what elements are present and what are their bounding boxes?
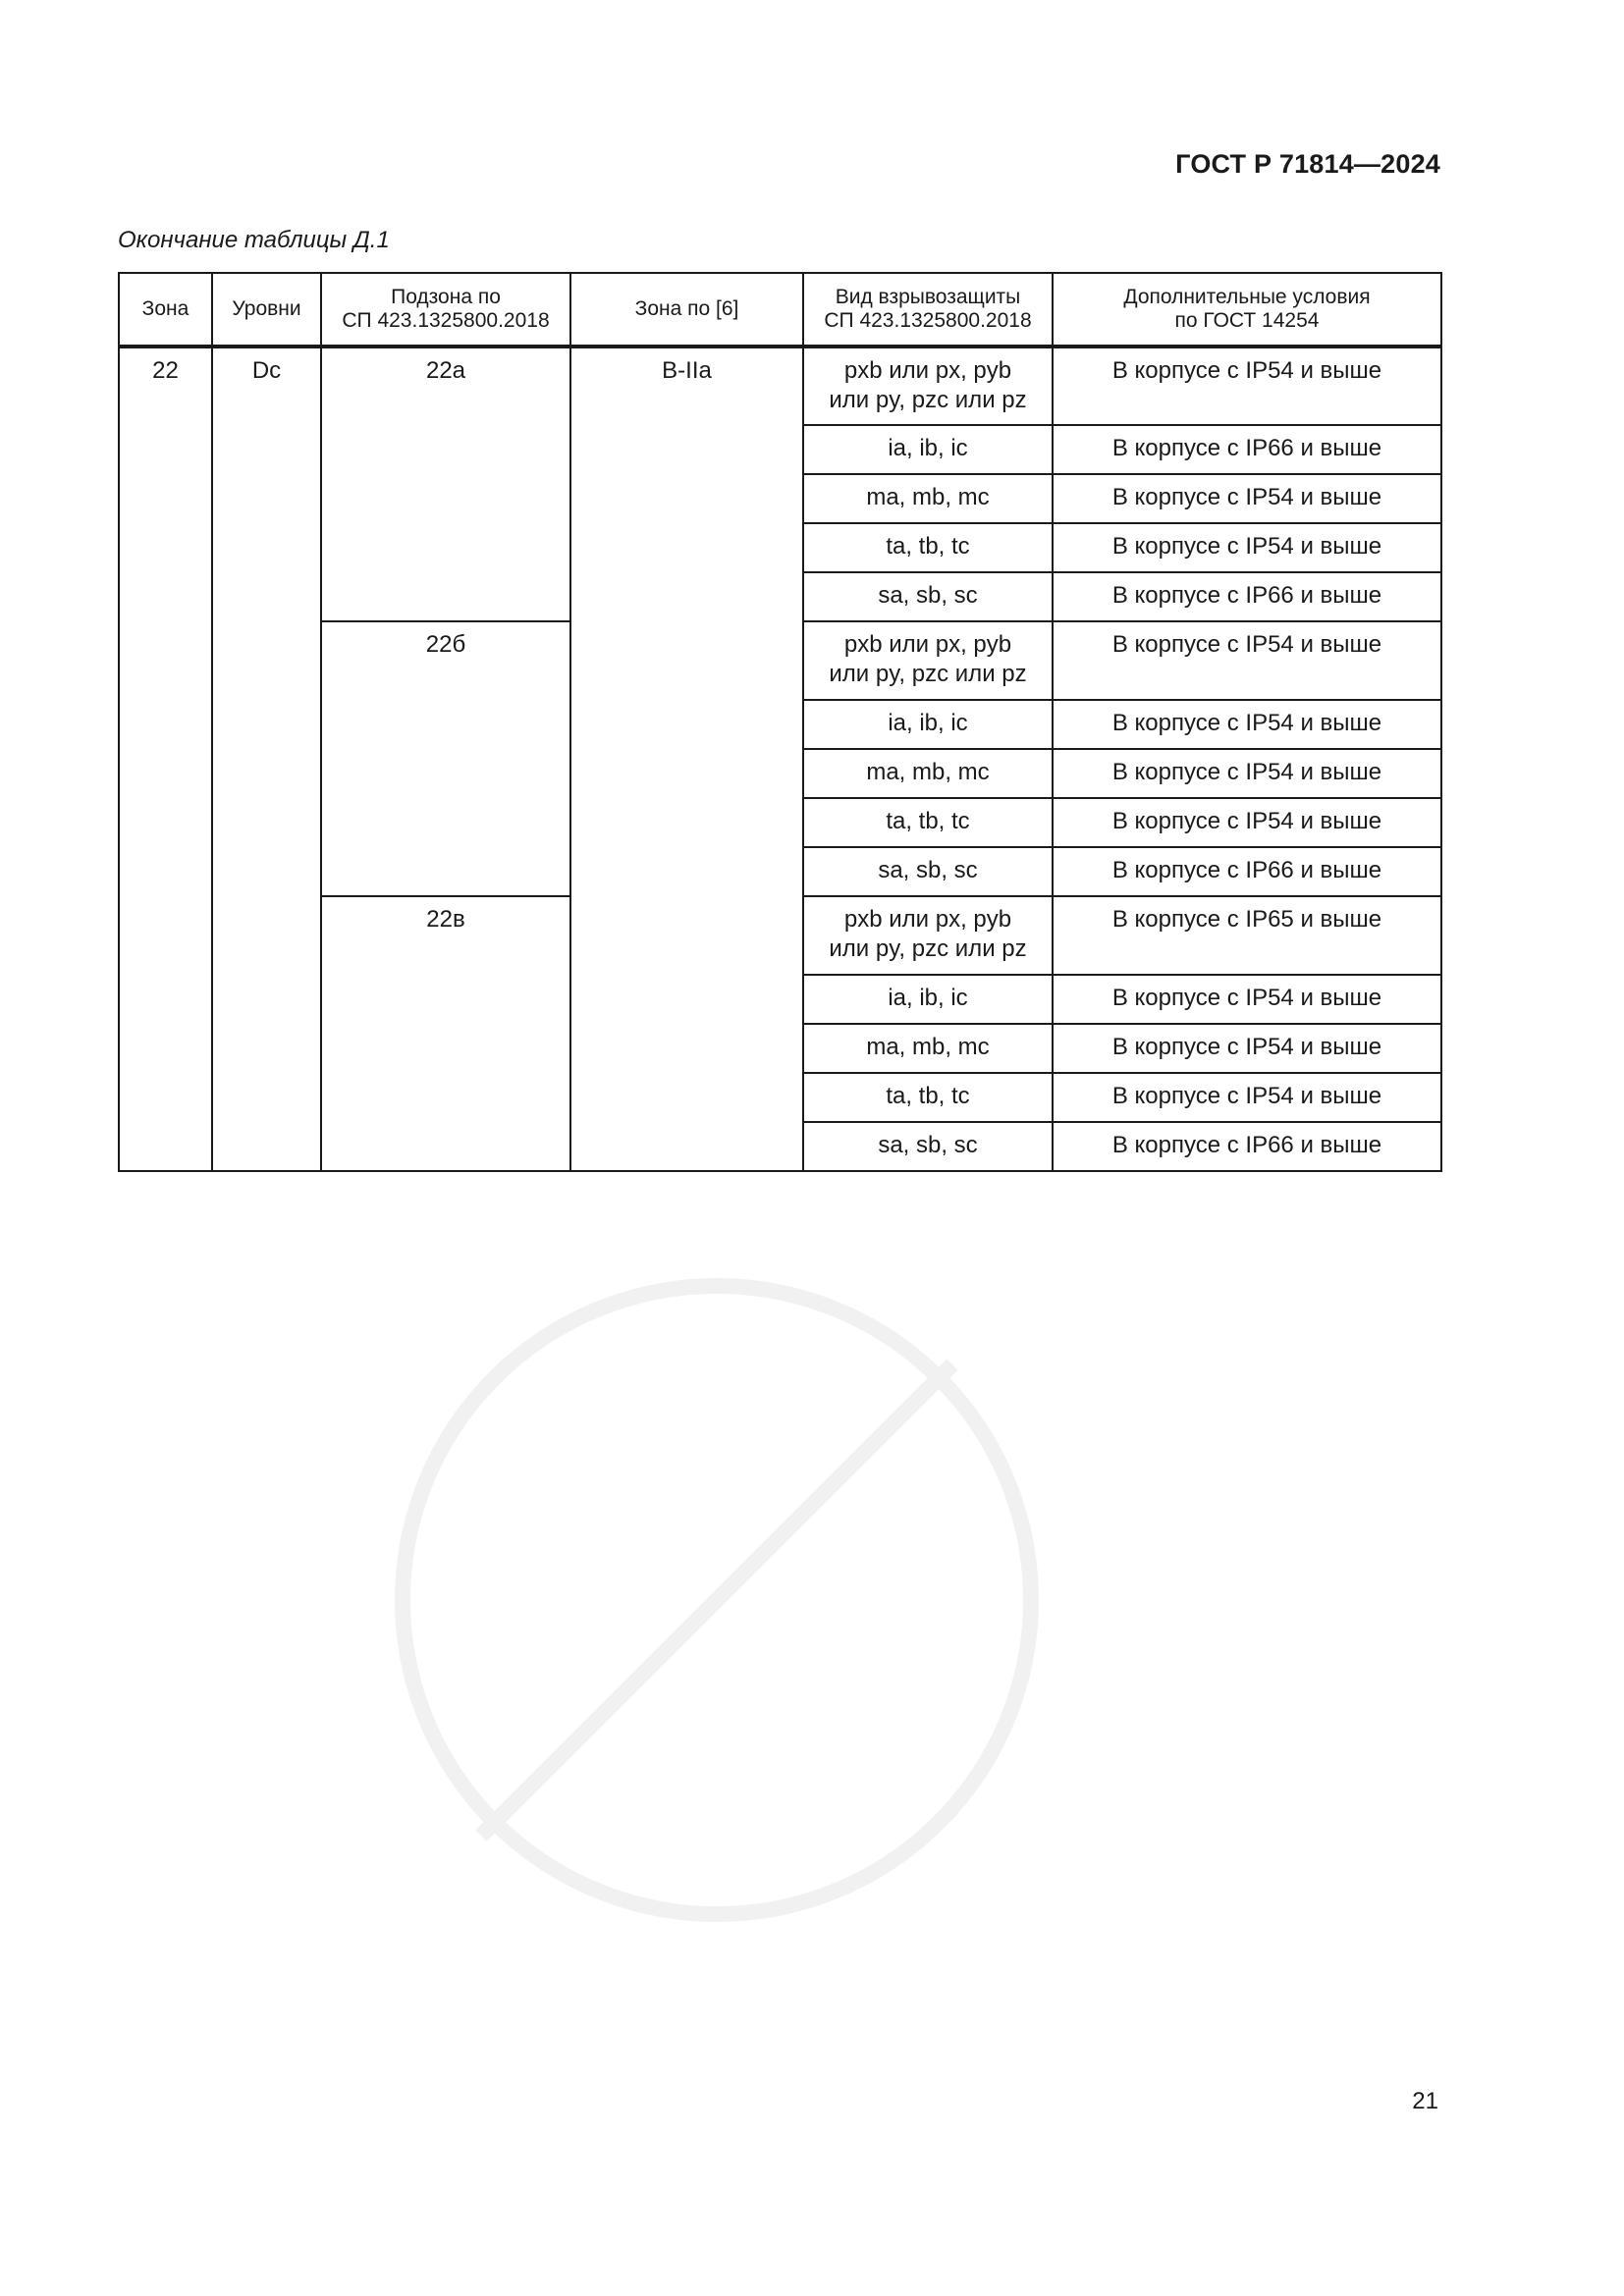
cell-protection: pxb или px, pyb или py, pzc или pz: [803, 347, 1053, 425]
cell-protection: ma, mb, mc: [803, 1024, 1053, 1073]
document-code: ГОСТ Р 71814—2024: [1175, 149, 1440, 179]
header-zone: Зона: [119, 273, 212, 347]
page-number: 21: [1412, 2088, 1438, 2114]
cell-subzone: 22б: [321, 621, 570, 896]
header-levels: Уровни: [212, 273, 321, 347]
cell-level: Dc: [212, 347, 321, 1171]
cell-condition: В корпусе с IP66 и выше: [1053, 847, 1441, 896]
cell-protection: sa, sb, sc: [803, 1122, 1053, 1171]
cell-condition: В корпусе с IP66 и выше: [1053, 1122, 1441, 1171]
cell-condition: В корпусе с IP54 и выше: [1053, 621, 1441, 700]
header-conditions: Дополнительные условия по ГОСТ 14254: [1053, 273, 1441, 347]
cell-condition: В корпусе с IP54 и выше: [1053, 347, 1441, 425]
cell-condition: В корпусе с IP65 и выше: [1053, 896, 1441, 975]
cell-protection: pxb или px, pyb или py, pzc или pz: [803, 621, 1053, 700]
table-caption: Окончание таблицы Д.1: [118, 227, 390, 253]
data-table: [118, 272, 1442, 1172]
table-header-row: [119, 273, 1441, 347]
table-row: [119, 347, 1441, 425]
watermark-icon: [324, 1207, 1110, 1993]
cell-subzone: 22а: [321, 347, 570, 621]
header-zone-6: Зона по [6]: [570, 273, 803, 347]
cell-protection: ta, tb, tc: [803, 1073, 1053, 1122]
cell-condition: В корпусе с IP54 и выше: [1053, 975, 1441, 1024]
cell-protection: pxb или px, pyb или py, pzc или pz: [803, 896, 1053, 975]
cell-condition: В корпусе с IP54 и выше: [1053, 700, 1441, 749]
cell-protection: ia, ib, ic: [803, 700, 1053, 749]
cell-condition: В корпусе с IP54 и выше: [1053, 523, 1441, 572]
cell-zone-6: B-IIa: [570, 347, 803, 1171]
header-protection-type: Вид взрывозащиты СП 423.1325800.2018: [803, 273, 1053, 347]
cell-protection: ma, mb, mc: [803, 749, 1053, 798]
cell-protection: ia, ib, ic: [803, 425, 1053, 474]
cell-condition: В корпусе с IP54 и выше: [1053, 474, 1441, 523]
cell-protection: ma, mb, mc: [803, 474, 1053, 523]
cell-protection: ta, tb, tc: [803, 523, 1053, 572]
cell-condition: В корпусе с IP54 и выше: [1053, 749, 1441, 798]
cell-condition: В корпусе с IP66 и выше: [1053, 425, 1441, 474]
cell-zone: 22: [119, 347, 212, 1171]
cell-protection: sa, sb, sc: [803, 847, 1053, 896]
cell-protection: ta, tb, tc: [803, 798, 1053, 847]
cell-condition: В корпусе с IP54 и выше: [1053, 798, 1441, 847]
cell-subzone: 22в: [321, 896, 570, 1171]
cell-condition: В корпусе с IP66 и выше: [1053, 572, 1441, 621]
header-subzone: Подзона по СП 423.1325800.2018: [321, 273, 570, 347]
cell-protection: ia, ib, ic: [803, 975, 1053, 1024]
cell-condition: В корпусе с IP54 и выше: [1053, 1024, 1441, 1073]
cell-protection: sa, sb, sc: [803, 572, 1053, 621]
cell-condition: В корпусе с IP54 и выше: [1053, 1073, 1441, 1122]
